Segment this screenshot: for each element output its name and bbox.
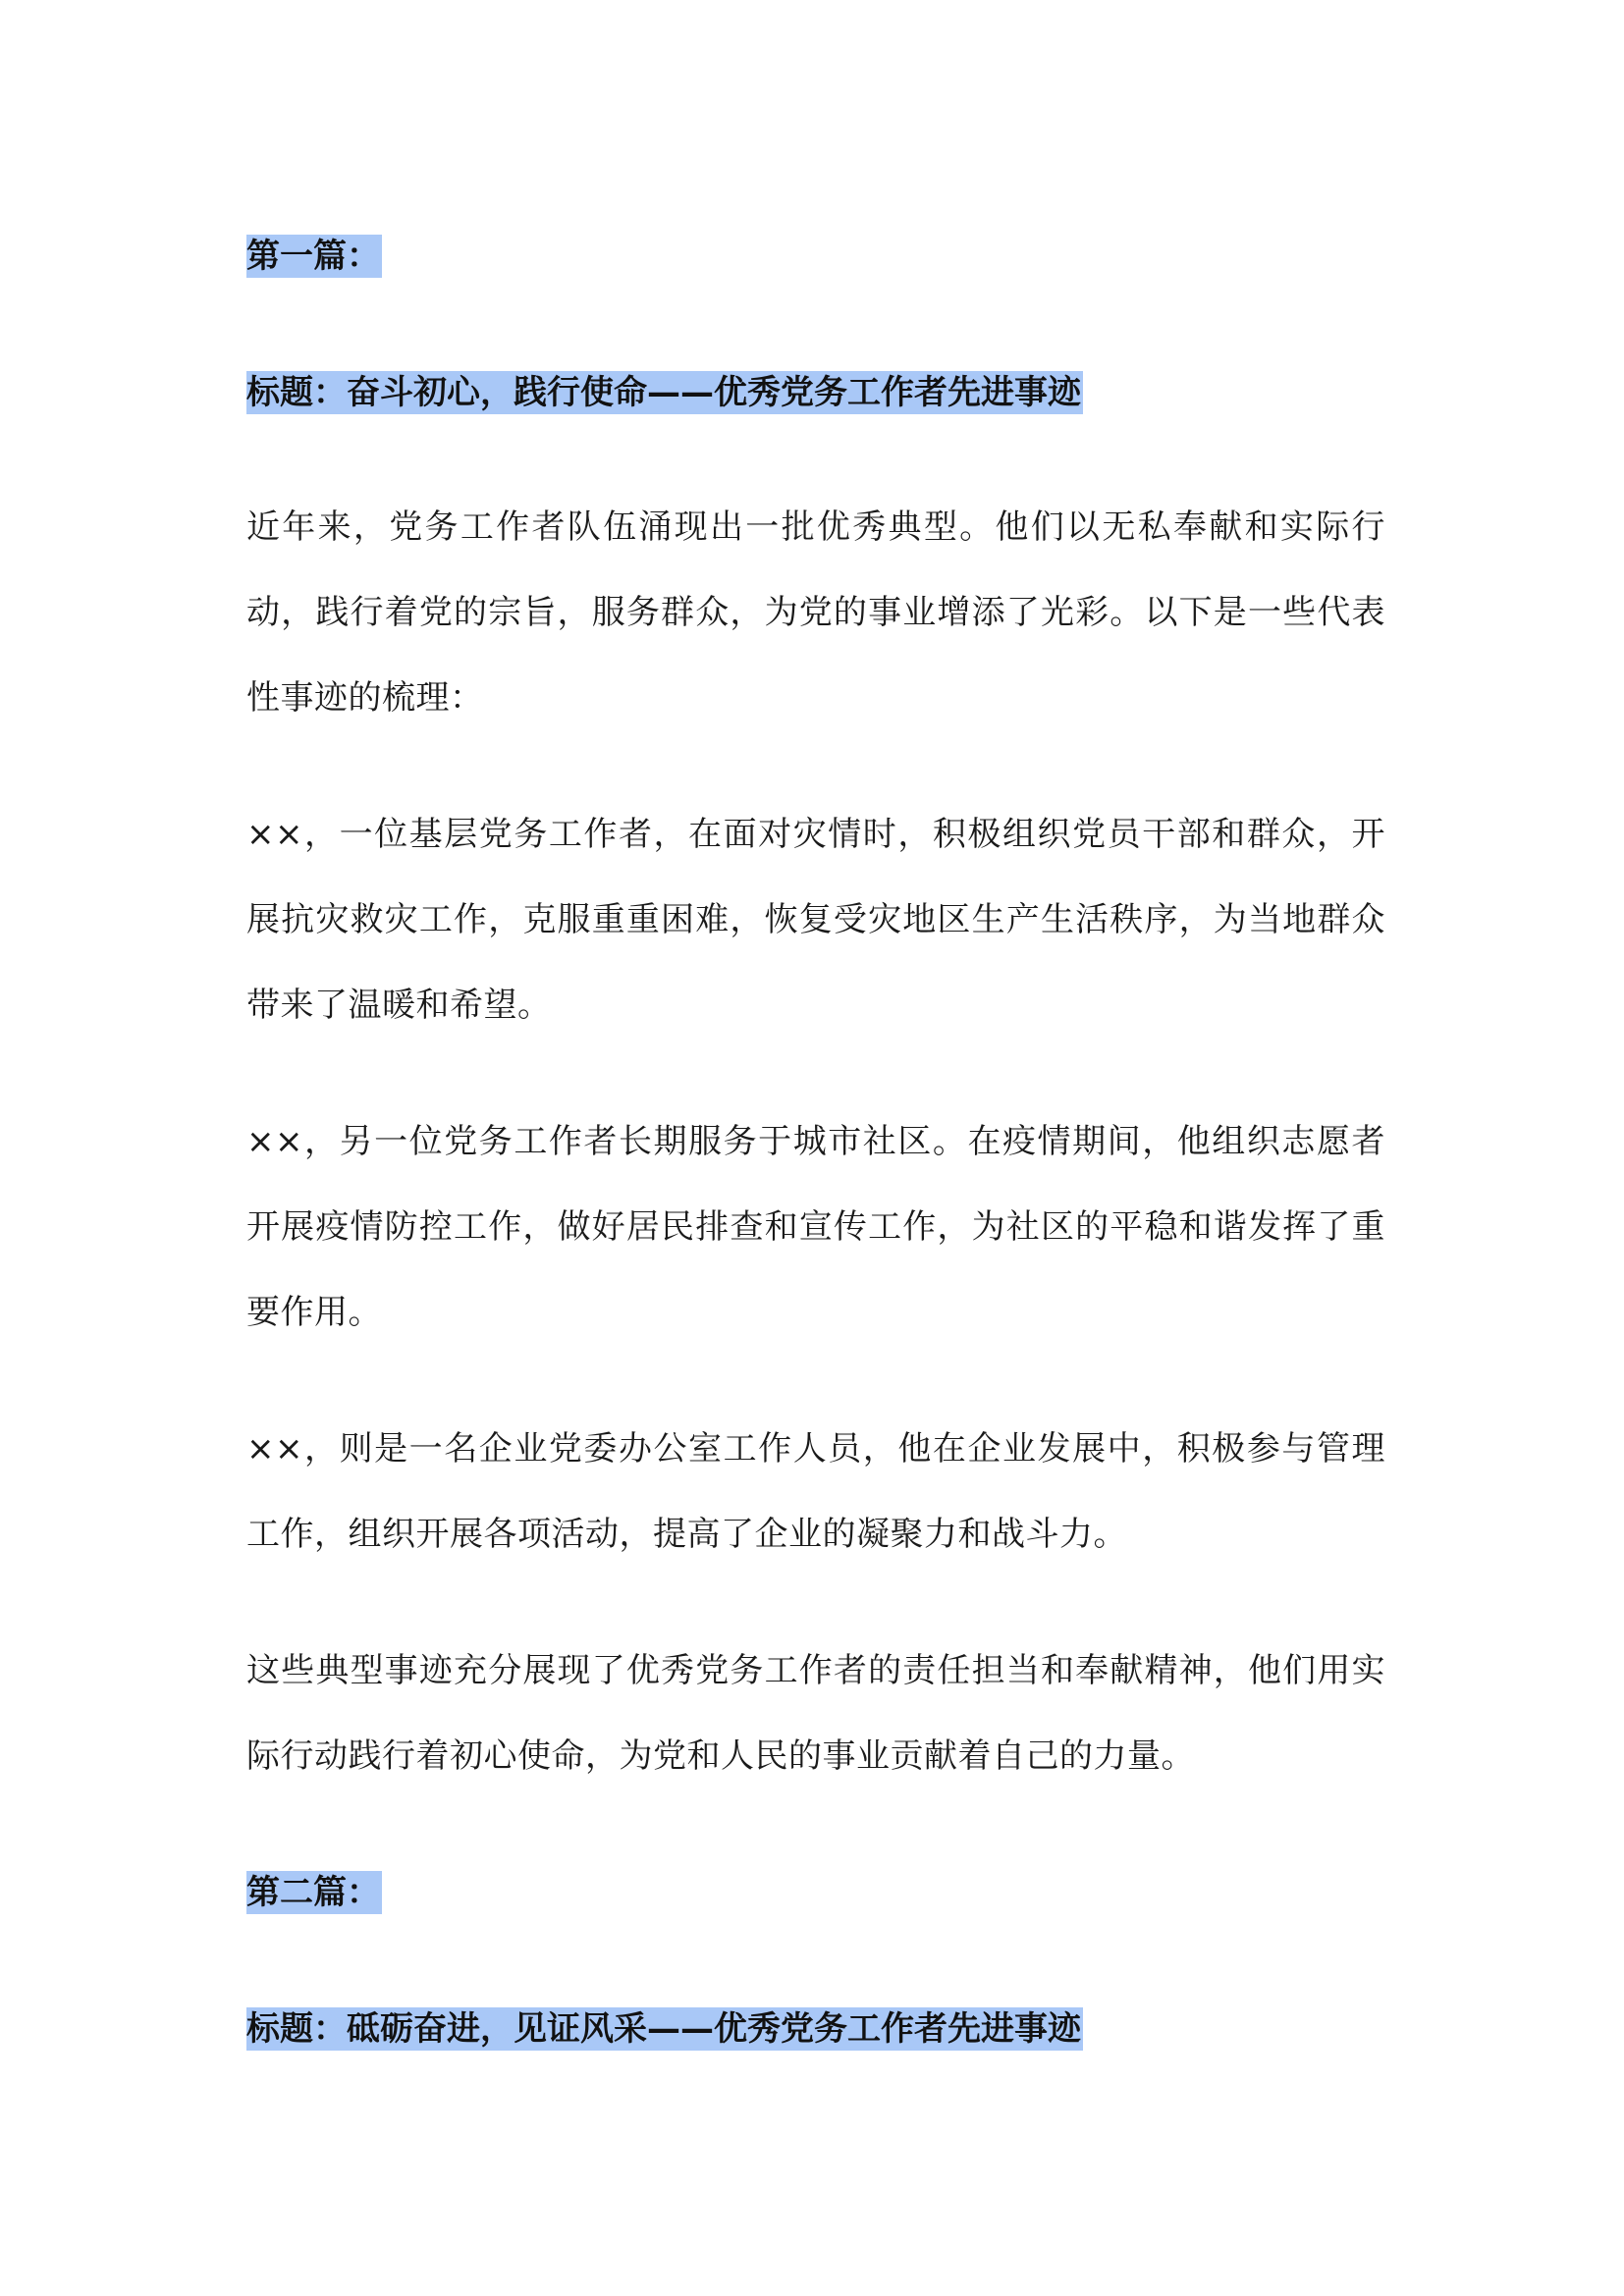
part2-title-block [246,2006,1385,2052]
part1-p1-block [246,792,1385,1048]
part1-p2-block [246,1099,1385,1356]
part1-p3-block [246,1407,1385,1577]
part2-title: 标题：砥砺奋进，见证风采——优秀党务工作者先进事迹 [246,2009,1081,2049]
part1-intro-paragraph: 近年来，党务工作者队伍涌现出一批优秀典型。他们以无私奉献和实际行动，践行着党的宗旨，服务群众，为党的事业增添了光彩。以下是一些代表性事迹的梳理： [246,507,1385,718]
part2-heading-block [246,1870,1385,1915]
part1-heading-block [246,234,1385,279]
part1-title-block [246,370,1385,415]
part1-paragraph-1: ××，一位基层党务工作者，在面对灾情时，积极组织党员干部和群众，开展抗灾救灾工作，克服重重困难，恢复受灾地区生产生活秩序，为当地群众带来了温暖和希望。 [246,815,1385,1025]
part2-heading: 第二篇： [246,1873,380,1912]
part1-heading: 第一篇： [246,237,380,276]
part1-paragraph-3: ××，则是一名企业党委办公室工作人员，他在企业发展中，积极参与管理工作，组织开展各项活动，提高了企业的凝聚力和战斗力。 [246,1429,1385,1554]
part1-summary-block [246,1629,1385,1799]
part1-title: 标题：奋斗初心，践行使命——优秀党务工作者先进事迹 [246,373,1081,412]
part1-paragraph-2: ××，另一位党务工作者长期服务于城市社区。在疫情期间，他组织志愿者开展疫情防控工作，做好居民排查和宣传工作，为社区的平稳和谐发挥了重要作用。 [246,1122,1385,1332]
part1-summary-paragraph: 这些典型事迹充分展现了优秀党务工作者的责任担当和奉献精神，他们用实际行动践行着初心使命，为党和人民的事业贡献着自己的力量。 [246,1651,1385,1776]
part1-intro-block [246,485,1385,741]
